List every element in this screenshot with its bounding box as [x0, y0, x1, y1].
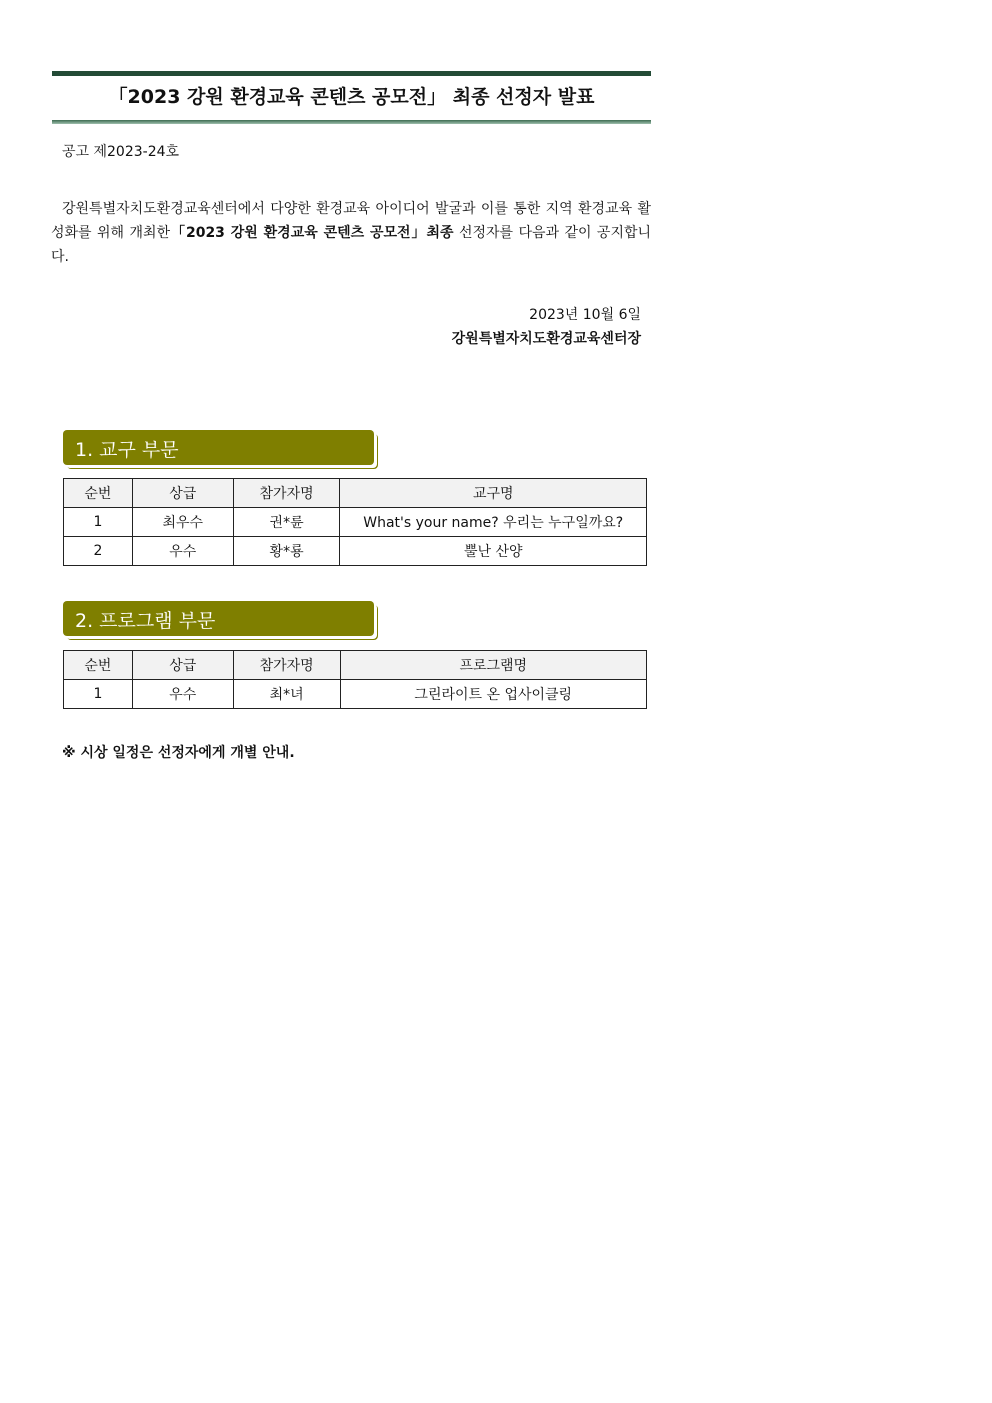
title-top-rule — [52, 71, 651, 76]
cell-title: What's your name? 우리는 누구일까요? — [340, 508, 647, 537]
header-rank: 순번 — [64, 651, 133, 680]
cell-participant: 황*룡 — [233, 537, 340, 566]
announcement-date: 2023년 10월 6일 — [529, 307, 641, 323]
table-row — [64, 537, 647, 566]
section-heading-program — [63, 601, 374, 636]
header-rank: 순번 — [64, 479, 133, 508]
cell-title: 뿔난 산양 — [340, 537, 647, 566]
cell-award: 우수 — [132, 537, 233, 566]
page-title: 「2023 강원 환경교육 콘텐츠 공모전」 최종 선정자 발표 — [108, 86, 595, 108]
table-row — [64, 508, 647, 537]
table-row — [64, 680, 647, 709]
cell-participant: 최*녀 — [233, 680, 340, 709]
cell-rank: 1 — [64, 680, 133, 709]
body-text-bold: 「2023 강원 환경교육 콘텐츠 공모전」최종 — [170, 225, 454, 241]
header-award: 상급 — [132, 479, 233, 508]
header-participant: 참가자명 — [233, 479, 340, 508]
award-schedule-note: ※ 시상 일정은 선정자에게 개별 안내. — [62, 745, 295, 761]
announcement-body — [51, 197, 651, 269]
cell-award: 최우수 — [132, 508, 233, 537]
cell-rank: 2 — [64, 537, 133, 566]
title-bottom-rule — [52, 120, 651, 124]
header-participant: 참가자명 — [233, 651, 340, 680]
notice-number: 공고 제2023-24호 — [62, 144, 180, 160]
table-header-row — [64, 479, 647, 508]
issuing-organization: 강원특별자치도환경교육센터장 — [451, 331, 641, 347]
body-text-part2: 선정자를 다음과 같이 공지합니다. — [51, 225, 652, 265]
header-title: 프로그램명 — [340, 651, 646, 680]
section-heading-label: 1. 교구 부문 — [75, 439, 179, 461]
header-award: 상급 — [132, 651, 233, 680]
body-text-part1: 강원특별자치도환경교육센터에서 다양한 환경교육 아이디어 발굴과 이를 통한 지역 환경교육 활성화를 위해 개최한 — [51, 201, 651, 241]
cell-rank: 1 — [64, 508, 133, 537]
cell-award: 우수 — [132, 680, 233, 709]
program-table — [63, 650, 647, 709]
teaching-aids-table — [63, 478, 647, 566]
section-heading-teaching-aids — [63, 430, 374, 465]
cell-participant: 권*륜 — [233, 508, 340, 537]
table-header-row — [64, 651, 647, 680]
cell-title: 그린라이트 온 업사이클링 — [340, 680, 646, 709]
section-heading-label: 2. 프로그램 부문 — [75, 610, 216, 632]
header-title: 교구명 — [340, 479, 647, 508]
